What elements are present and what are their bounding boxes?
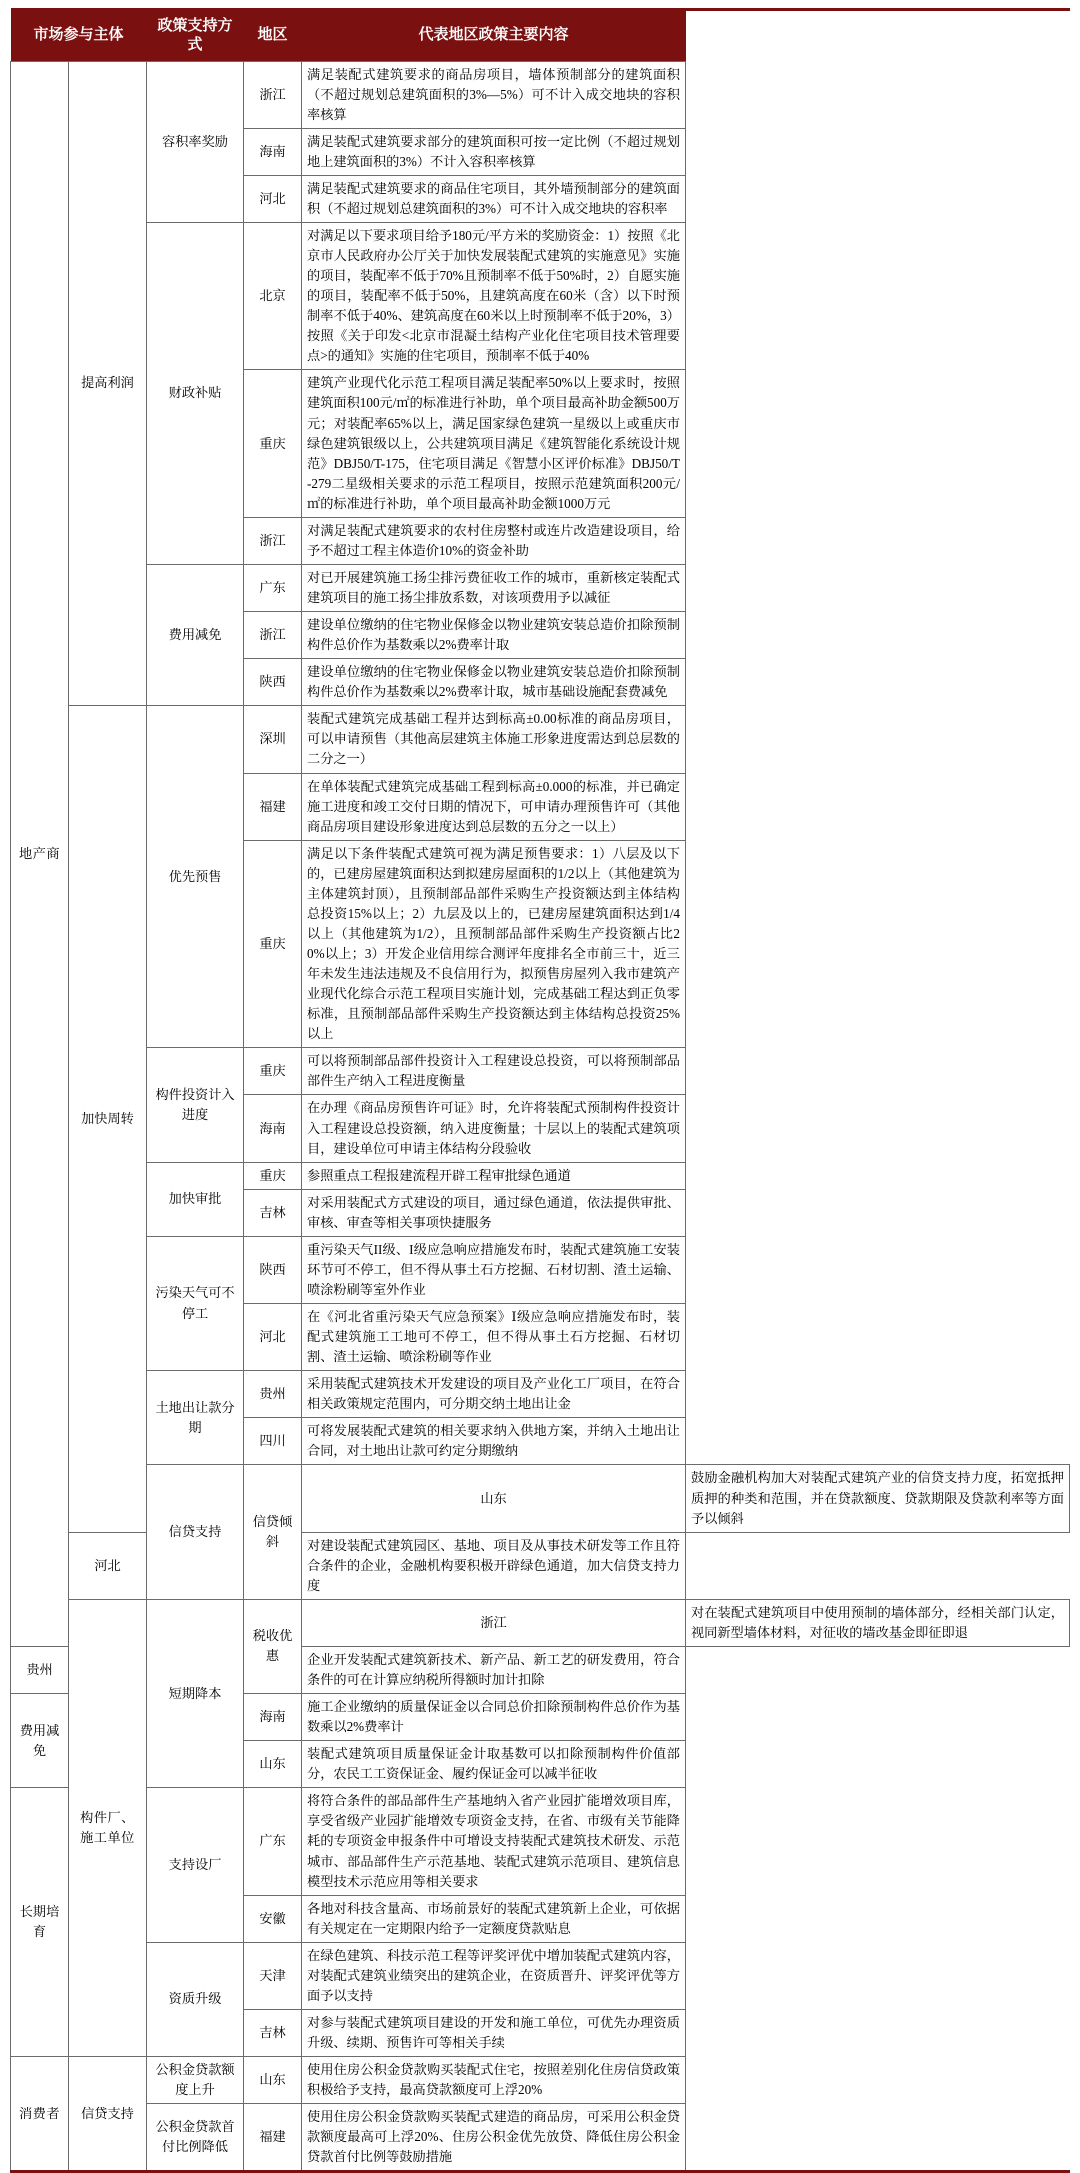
policy-table-page — [0, 8, 1080, 2173]
region-cell: 广东 — [244, 564, 302, 611]
table-row — [11, 2057, 1070, 2104]
content-cell: 装配式建筑完成基础工程并达到标高±0.00标准的商品房项目，可以申请预售（其他高层建筑主体施工形象进度需达到总层数的二分之一） — [302, 706, 686, 773]
content-cell: 使用住房公积金贷款购买装配式建造的商品房，可采用公积金贷款额度最高可上浮20%、住房公积金优先放贷、降低住房公积金贷款首付比例等鼓励措施 — [302, 2104, 686, 2172]
content-cell: 满足以下条件装配式建筑可视为满足预售要求：1）八层及以下的，已建房屋建筑面积达到拟建房屋面积的1/2以上（其他建筑为主体建筑封顶），且预制部品部件采购生产投资额达到主体结构总投资15%以上；2）九层及以上的，已建房屋建筑面积达到1/4以上（其他建筑为1/2），且预制部品部件采购生产投资额占比20%以上；3）开发企业信用综合测评年度排名全市前三十，近三年未发生违法违规及不良信用行为，拟预售房屋列入我市建筑产业现代化综合示范工程项目实施计划，完成基础工程达到正负零标准，且预制部品部件采购生产投资额达到主体结构总投资25%以上 — [302, 840, 686, 1048]
region-cell: 广东 — [244, 1788, 302, 1895]
table-row — [11, 1048, 1070, 1095]
category-cell-long-term-cultivation: 长期培育 — [11, 1788, 69, 2057]
content-cell: 对建设装配式建筑园区、基地、项目及从事技术研发等工作且符合条件的企业，金融机构要积极开辟绿色通道，加大信贷支持力度 — [302, 1532, 686, 1599]
content-cell: 对满足以下要求项目给予180元/平方米的奖励资金：1）按照《北京市人民政府办公厅关于加快发展装配式建筑的实施意见》实施的项目，装配率不低于70%且预制率不低于50%时，2）自愿实施的项目，装配率不低于50%，且建筑高度在60米（含）以下时预制率不低于40%、建筑高度在60米以上时预制率不低于20%，3）按照《关于印发<北京市混凝土结构产业化住宅项目技术管理要点>的通知》实施的住宅项目，预制率不低于40% — [302, 222, 686, 369]
header-content: 代表地区政策主要内容 — [302, 10, 686, 62]
content-cell: 在单体装配式建筑完成基础工程到标高±0.000的标准，并已确定施工进度和竣工交付日期的情况下，可申请办理预售许可（其他商品房项目建设形象进度达到总层数的五分之一以上） — [302, 773, 686, 840]
way-cell-tax-benefit: 税收优惠 — [244, 1599, 302, 1693]
region-cell: 天津 — [244, 1942, 302, 2009]
table-row — [11, 1236, 1070, 1303]
way-cell-far-bonus: 容积率奖励 — [147, 61, 244, 222]
table-body — [11, 61, 1070, 2172]
region-cell: 四川 — [244, 1418, 302, 1465]
table-row — [11, 1162, 1070, 1189]
region-cell: 安徽 — [244, 1895, 302, 1942]
table-row — [11, 222, 1070, 369]
content-cell: 满足装配式建筑要求的商品房项目，墙体预制部分的建筑面积（不超过规划总建筑面积的3%—5%）可不计入成交地块的容积率核算 — [302, 61, 686, 128]
region-cell: 浙江 — [302, 1599, 686, 1646]
content-cell: 采用装配式建筑技术开发建设的项目及产业化工厂项目，在符合相关政策规定范围内，可分期交纳土地出让金 — [302, 1371, 686, 1418]
content-cell: 建设单位缴纳的住宅物业保修金以物业建筑安装总造价扣除预制构件总价作为基数乘以2%费率计取，城市基础设施配套费减免 — [302, 659, 686, 706]
table-row — [11, 1788, 1070, 1895]
way-cell-support-factory: 支持设厂 — [147, 1788, 244, 1942]
table-row — [11, 1942, 1070, 2009]
content-cell: 对采用装配式方式建设的项目，通过绿色通道，依法提供审批、审核、审查等相关事项快捷服务 — [302, 1189, 686, 1236]
region-cell: 海南 — [244, 1694, 302, 1741]
content-cell: 各地对科技含量高、市场前景好的装配式建筑新上企业，可依据有关规定在一定期限内给予一定额度贷款贴息 — [302, 1895, 686, 1942]
region-cell: 浙江 — [244, 612, 302, 659]
table-row — [11, 1465, 1070, 1532]
region-cell: 山东 — [302, 1465, 686, 1532]
region-cell: 浙江 — [244, 61, 302, 128]
region-cell: 福建 — [244, 773, 302, 840]
content-cell: 参照重点工程报建流程开辟工程审批绿色通道 — [302, 1162, 686, 1189]
content-cell: 满足装配式建筑要求的商品住宅项目，其外墙预制部分的建筑面积（不超过规划总建筑面积的3%）可不计入成交地块的容积率 — [302, 175, 686, 222]
region-cell: 吉林 — [244, 2009, 302, 2056]
category-cell-raise-profit: 提高利润 — [69, 61, 147, 706]
content-cell: 满足装配式建筑要求部分的建筑面积可按一定比例（不超过规划地上建筑面积的3%）不计入容积率核算 — [302, 128, 686, 175]
content-cell: 在《河北省重污染天气应急预案》Ⅰ级应急响应措施发布时，装配式建筑施工工地可不停工，但不得从事土石方挖掘、石材切割、渣土运输、喷涂粉刷等作业 — [302, 1304, 686, 1371]
way-cell-fee-reduction-2: 费用减免 — [11, 1694, 69, 1788]
way-cell-faster-approval: 加快审批 — [147, 1162, 244, 1236]
content-cell: 建设单位缴纳的住宅物业保修金以物业建筑安装总造价扣除预制构件总价作为基数乘以2%费率计取 — [302, 612, 686, 659]
table-row — [11, 1371, 1070, 1418]
table-row — [11, 564, 1070, 611]
subject-cell-factory-contractor: 构件厂、施工单位 — [69, 1599, 147, 2056]
region-cell: 重庆 — [244, 1048, 302, 1095]
way-cell-hpf-downpayment-lower: 公积金贷款首付比例降低 — [147, 2104, 244, 2172]
region-cell: 河北 — [244, 175, 302, 222]
region-cell: 山东 — [244, 2057, 302, 2104]
way-cell-priority-presale: 优先预售 — [147, 706, 244, 1048]
content-cell: 在办理《商品房预售许可证》时，允许将装配式预制构件投资计入工程建设总投资额，纳入进度衡量；十层以上的装配式建筑项目，建设单位可申请主体结构分段验收 — [302, 1095, 686, 1162]
region-cell: 吉林 — [244, 1189, 302, 1236]
content-cell: 装配式建筑项目质量保证金计取基数可以扣除预制构件价值部分，农民工工资保证金、履约保证金可以减半征收 — [302, 1741, 686, 1788]
table-row — [11, 1599, 1070, 1646]
content-cell: 建筑产业现代化示范工程项目满足装配率50%以上要求时，按照建筑面积100元/㎡的标准进行补助，单个项目最高补助金额500万元；对装配率65%以上，满足国家绿色建筑一星级以上或重庆市绿色建筑银级以上，公共建筑项目满足《建筑智能化系统设计规范》DBJ50/T-175，住宅项目满足《智慧小区评价标准》DBJ50/T-279二星级相关要求的示范工程项目，按照示范建筑面积200元/㎡的标准进行补助，单个项目最高补助金额1000万元 — [302, 370, 686, 517]
category-cell-credit-support-developer: 信贷支持 — [147, 1465, 244, 1599]
region-cell: 福建 — [244, 2104, 302, 2172]
content-cell: 对参与装配式建筑项目建设的开发和施工单位，可优先办理资质升级、续期、预售许可等相关手续 — [302, 2009, 686, 2056]
policy-support-table — [10, 8, 1070, 2173]
content-cell: 可以将预制部品部件投资计入工程建设总投资，可以将预制部品部件生产纳入工程进度衡量 — [302, 1048, 686, 1095]
region-cell: 陕西 — [244, 1236, 302, 1303]
content-cell: 对满足装配式建筑要求的农村住房整村或连片改造建设项目，给予不超过工程主体造价10%的资金补助 — [302, 517, 686, 564]
table-row — [11, 61, 1070, 128]
subject-cell-consumer: 消费者 — [11, 2057, 69, 2172]
region-cell: 重庆 — [244, 840, 302, 1048]
region-cell: 贵州 — [244, 1371, 302, 1418]
table-row — [11, 706, 1070, 773]
way-cell-land-payment-installment: 土地出让款分期 — [147, 1371, 244, 1465]
way-cell-fee-reduction: 费用减免 — [147, 564, 244, 705]
table-row — [11, 2104, 1070, 2172]
content-cell: 对已开展建筑施工扬尘排污费征收工作的城市，重新核定装配式建筑项目的施工扬尘排放系数，对该项费用予以减征 — [302, 564, 686, 611]
content-cell: 可将发展装配式建筑的相关要求纳入供地方案，并纳入土地出让合同，对土地出让款可约定分期缴纳 — [302, 1418, 686, 1465]
content-cell: 使用住房公积金贷款购买装配式住宅，按照差别化住房信贷政策积极给予支持，最高贷款额度可上浮20% — [302, 2057, 686, 2104]
content-cell: 企业开发装配式建筑新技术、新产品、新工艺的研发费用，符合条件的可在计算应纳税所得额时加计扣除 — [302, 1646, 686, 1693]
region-cell: 深圳 — [244, 706, 302, 773]
header-region: 地区 — [244, 10, 302, 62]
table-header — [11, 10, 1070, 62]
region-cell: 重庆 — [244, 370, 302, 517]
content-cell: 施工企业缴纳的质量保证金以合同总价扣除预制构件总价作为基数乘以2%费率计 — [302, 1694, 686, 1741]
header-way: 政策支持方式 — [147, 10, 244, 62]
region-cell: 贵州 — [11, 1646, 69, 1693]
way-cell-qualification-upgrade: 资质升级 — [147, 1942, 244, 2056]
region-cell: 山东 — [244, 1741, 302, 1788]
region-cell: 重庆 — [244, 1162, 302, 1189]
region-cell: 海南 — [244, 128, 302, 175]
category-cell-credit-support-consumer: 信贷支持 — [69, 2057, 147, 2172]
way-cell-component-investment-progress: 构件投资计入进度 — [147, 1048, 244, 1162]
region-cell: 河北 — [69, 1532, 147, 1599]
region-cell: 海南 — [244, 1095, 302, 1162]
way-cell-pollution-no-stop: 污染天气可不停工 — [147, 1236, 244, 1370]
region-cell: 浙江 — [244, 517, 302, 564]
content-cell: 在绿色建筑、科技示范工程等评奖评优中增加装配式建筑内容，对装配式建筑业绩突出的建筑企业，在资质晋升、评奖评优等方面予以支持 — [302, 1942, 686, 2009]
category-cell-faster-turnover: 加快周转 — [69, 706, 147, 1532]
category-cell-short-term-cost-cut: 短期降本 — [147, 1599, 244, 1788]
region-cell: 陕西 — [244, 659, 302, 706]
subject-cell-developer: 地产商 — [11, 61, 69, 1646]
way-cell-credit-tilt: 信贷倾斜 — [244, 1465, 302, 1599]
header-subject: 市场参与主体 — [11, 10, 147, 62]
content-cell: 鼓励金融机构加大对装配式建筑产业的信贷支持力度，拓宽抵押质押的种类和范围，并在贷款额度、贷款期限及贷款利率等方面予以倾斜 — [686, 1465, 1070, 1532]
region-cell: 北京 — [244, 222, 302, 369]
way-cell-hpf-loan-limit-up: 公积金贷款额度上升 — [147, 2057, 244, 2104]
way-cell-fiscal-subsidy: 财政补贴 — [147, 222, 244, 564]
content-cell: 对在装配式建筑项目中使用预制的墙体部分，经相关部门认定，视同新型墙体材料，对征收的墙改基金即征即退 — [686, 1599, 1070, 1646]
content-cell: 重污染天气II级、I级应急响应措施发布时，装配式建筑施工安装环节可不停工，但不得从事土石方挖掘、石材切割、渣土运输、喷涂粉刷等室外作业 — [302, 1236, 686, 1303]
region-cell: 河北 — [244, 1304, 302, 1371]
content-cell: 将符合条件的部品部件生产基地纳入省产业园扩能增效项目库，享受省级产业园扩能增效专项资金支持，在省、市级有关节能降耗的专项资金申报条件中可增设支持装配式建筑技术研发、示范城市、部品部件生产示范基地、装配式建筑示范项目、建筑信息模型技术示范应用等相关要求 — [302, 1788, 686, 1895]
